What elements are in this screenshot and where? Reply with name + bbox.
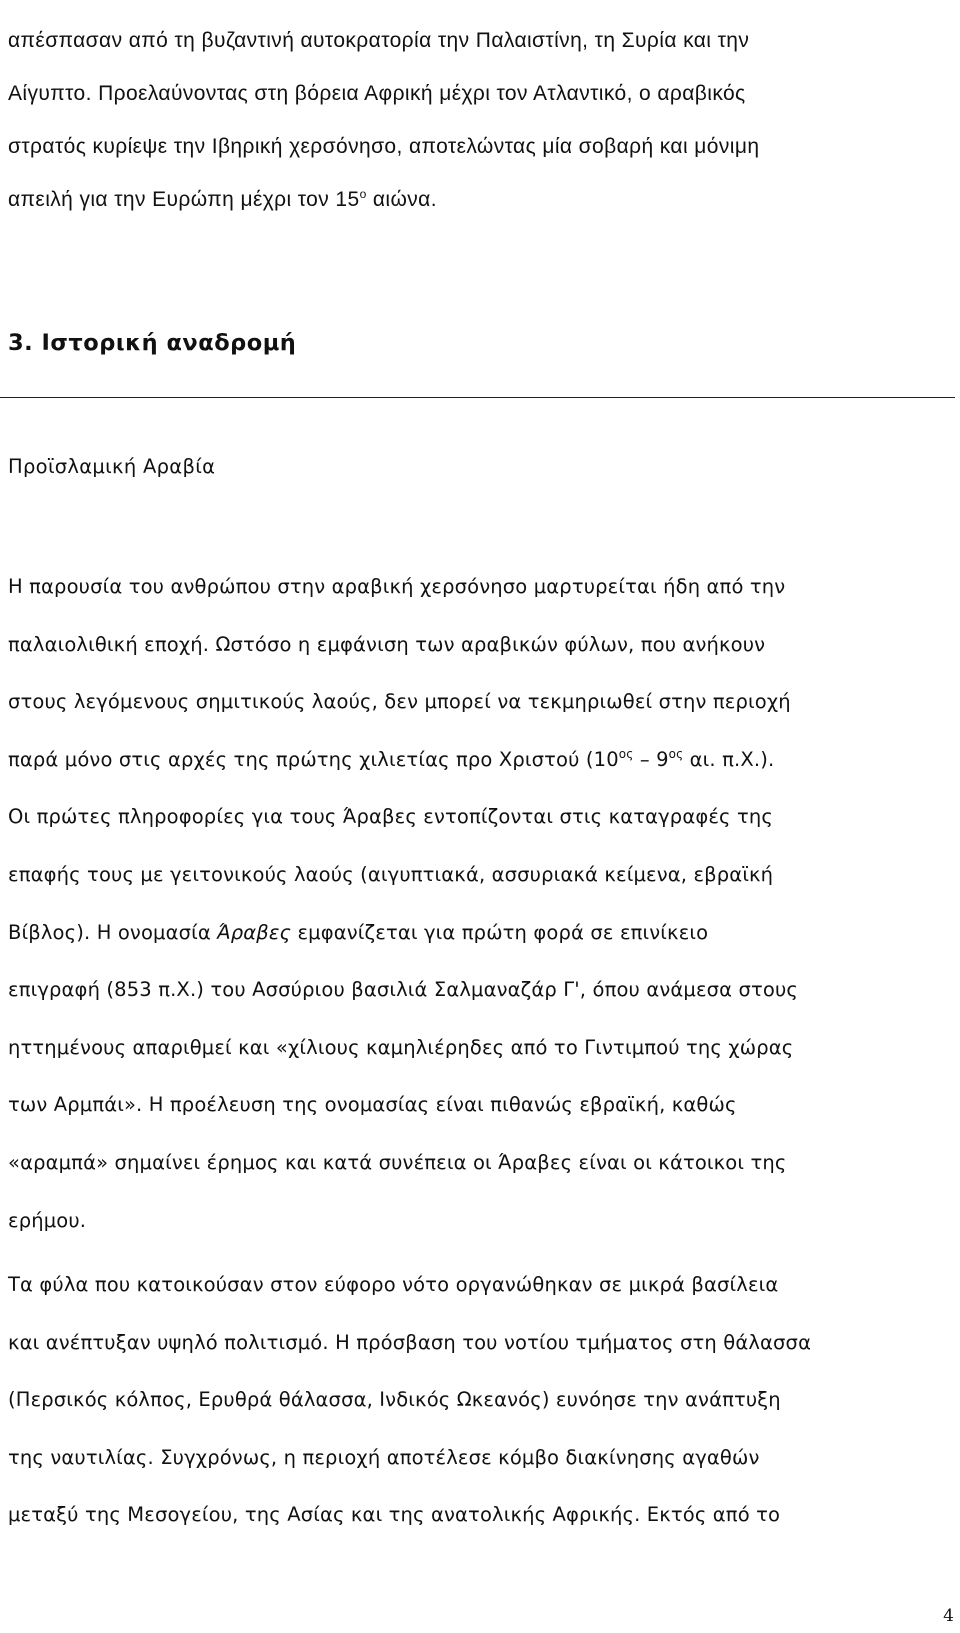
- text-segment: – 9: [633, 747, 669, 771]
- text-segment: παρά μόνο στις αρχές της πρώτης χιλιετίας προ Χριστού (10: [8, 747, 619, 771]
- text-segment: Βίβλος). Η ονομασία: [8, 920, 218, 944]
- body-paragraph-2: [8, 1256, 933, 1544]
- text-line: Η παρουσία του ανθρώπου στην αραβική χερσόνησο μαρτυρείται ήδη από την: [8, 575, 786, 598]
- text-line: παλαιολιθική εποχή. Ωστόσο η εμφάνιση των αραβικών φύλων, που ανήκουν: [8, 632, 766, 656]
- intro-paragraph: [8, 14, 933, 226]
- text-line: επαφής τους με γειτονικούς λαούς (αιγυπτιακά, ασσυριακά κείμενα, εβραϊκή: [8, 862, 774, 886]
- text-line: απέσπασαν από τη βυζαντινή αυτοκρατορία την Παλαιστίνη, τη Συρία και την: [8, 29, 750, 52]
- heading-divider: [0, 397, 955, 398]
- text-line: (Περσικός κόλπος, Ερυθρά θάλασσα, Ινδικός Ωκεανός) ευνόησε την ανάπτυξη: [8, 1388, 781, 1412]
- text-line: Αίγυπτο. Προελαύνοντας στη βόρεια Αφρική μέχρι τον Ατλαντικό, ο αραβικός: [8, 82, 746, 105]
- superscript: ος: [668, 746, 684, 761]
- section-subtitle: Προϊσλαμική Αραβία: [8, 455, 216, 478]
- text-segment: απειλή για την Ευρώπη μέχρι τον 15: [8, 188, 360, 211]
- text-line: Οι πρώτες πληροφορίες για τους Άραβες εντοπίζονται στις καταγραφές της: [8, 805, 773, 829]
- text-line: επιγραφή (853 π.Χ.) του Ασσύριου βασιλιά Σαλμαναζάρ Γ', όπου ανάμεσα στους: [8, 978, 799, 1002]
- text-line: μεταξύ της Μεσογείου, της Ασίας και της ανατολικής Αφρικής. Εκτός από το: [8, 1503, 781, 1527]
- text-segment: εμφανίζεται για πρώτη φορά σε επινίκειο: [291, 920, 709, 944]
- text-segment: αιώνα.: [366, 188, 437, 211]
- text-line: «αραμπά» σημαίνει έρημος και κατά συνέπεια οι Άραβες είναι οι κάτοικοι της: [8, 1150, 787, 1174]
- page-number: 4: [943, 1606, 954, 1626]
- text-line: [8, 904, 933, 962]
- superscript: ος: [618, 746, 634, 761]
- text-line: στρατός κυρίεψε την Ιβηρική χερσόνησο, αποτελώντας μία σοβαρή και μόνιμη: [8, 135, 760, 158]
- section-heading: 3. Ιστορική αναδρομή: [8, 330, 297, 356]
- text-line: της ναυτιλίας. Συγχρόνως, η περιοχή αποτέλεσε κόμβο διακίνησης αγαθών: [8, 1445, 760, 1469]
- text-segment: αι. π.Χ.).: [683, 747, 775, 771]
- text-line: Τα φύλα που κατοικούσαν στον εύφορο νότο οργανώθηκαν σε μικρά βασίλεια: [8, 1273, 779, 1296]
- text-line: των Αρμπάι». Η προέλευση της ονομασίας είναι πιθανώς εβραϊκή, καθώς: [8, 1093, 737, 1117]
- body-paragraph-1: [8, 558, 933, 1249]
- text-line: στους λεγόμενους σημιτικούς λαούς, δεν μπορεί να τεκμηριωθεί στην περιοχή: [8, 690, 791, 714]
- text-line: και ανέπτυξαν υψηλό πολιτισμό. Η πρόσβαση του νοτίου τμήματος στη θάλασσα: [8, 1330, 812, 1354]
- superscript: ο: [359, 187, 367, 201]
- text-line: [8, 731, 933, 789]
- text-line: [8, 173, 933, 226]
- text-line: ερήμου.: [8, 1208, 87, 1232]
- text-line: ηττημένους απαριθμεί και «χίλιους καμηλιέρηδες από το Γιντιμπού της χώρας: [8, 1035, 794, 1059]
- italic-term: Άραβες: [217, 920, 292, 944]
